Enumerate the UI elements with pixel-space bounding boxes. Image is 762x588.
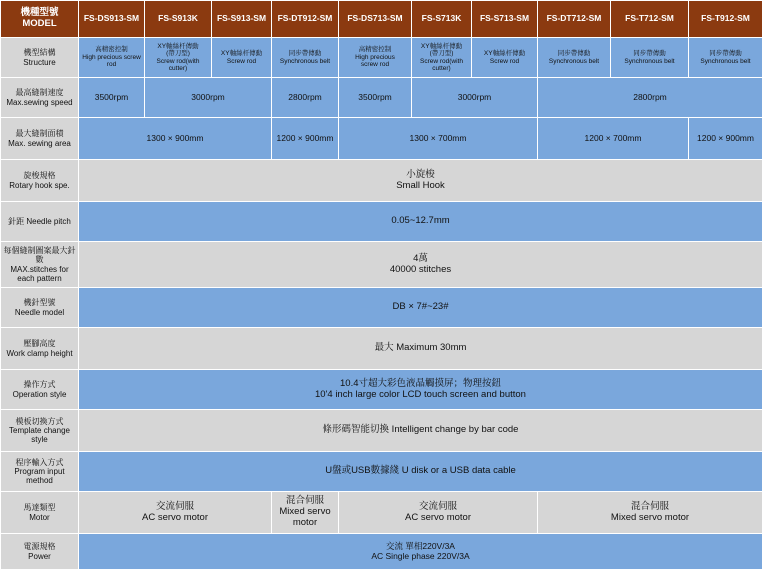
text-line: Screw rod(with cutter) [156, 57, 200, 72]
structure-cell [689, 38, 762, 78]
model-name: FS-T712-SM [611, 1, 689, 38]
row-label-operation [1, 370, 79, 410]
program-value: U盤或USB數據綫 U disk or a USB data cable [79, 452, 762, 492]
row-label-motor [1, 492, 79, 534]
speed-cell: 2800rpm [272, 78, 339, 118]
text-line: (帶刀型) [166, 50, 190, 58]
row-label-stitches [1, 242, 79, 288]
model-name: FS-DS713-SM [339, 1, 412, 38]
text-line: 壓腳高度 [23, 339, 56, 349]
text-line: AC servo motor [405, 511, 471, 523]
text-line: XY軸絲杆傳動 [157, 42, 199, 50]
text-line: Screw rod [489, 57, 520, 65]
structure-cell [538, 38, 611, 78]
area-cell: 1200 × 700mm [538, 118, 689, 160]
clamp-row [1, 328, 762, 370]
text-line: 同步帶傳動 [288, 50, 322, 58]
row-label-power [1, 534, 79, 570]
area-cell: 1200 × 900mm [689, 118, 762, 160]
structure-cell [412, 38, 472, 78]
text-line: Operation style [12, 389, 67, 399]
text-line: Screw rod(with cutter) [420, 57, 463, 72]
structure-row [1, 38, 762, 78]
text-line: Motor [29, 512, 50, 522]
text-line: Max.sewing speed [6, 97, 73, 107]
row-label-area [1, 118, 79, 160]
hook-value [79, 160, 762, 202]
template-row [1, 410, 762, 452]
model-header-label [1, 1, 79, 38]
speed-cell: 3500rpm [339, 78, 412, 118]
text-line: 交流伺服 [418, 500, 457, 512]
text-line: 同步帶傳動 [709, 50, 742, 58]
text-line: Synchronous belt [624, 57, 675, 65]
text-line: Mixed servo motor [279, 506, 331, 528]
motor-row [1, 492, 762, 534]
text-line: Program input method [14, 466, 65, 486]
text-line: Needle model [14, 307, 65, 317]
text-line: 最大縫制面積 [15, 129, 64, 139]
model-name: FS-DT712-SM [538, 1, 611, 38]
motor-cell [272, 492, 339, 534]
area-row [1, 118, 762, 160]
row-label-pitch: 針距 Needle pitch [1, 202, 79, 242]
stitches-value [79, 242, 762, 288]
template-value: 條形碼智能切換 Intelligent change by bar code [79, 410, 762, 452]
area-cell: 1300 × 900mm [79, 118, 272, 160]
text-line: MAX.stitches for each pattern [10, 264, 69, 283]
model-name: FS-DS913-SM [79, 1, 145, 38]
motor-cell [339, 492, 538, 534]
text-line: 高精密控制 [95, 46, 128, 54]
text-line: 小旋梭 [406, 168, 435, 180]
text-line: 10.4寸超大彩色液晶觸摸屏；物理按鈕 [340, 377, 501, 389]
row-label-program [1, 452, 79, 492]
structure-cell [472, 38, 538, 78]
text-line: Synchronous belt [700, 57, 751, 65]
row-label-template [1, 410, 79, 452]
row-label-hook [1, 160, 79, 202]
power-row [1, 534, 762, 570]
model-name: FS-S713K [412, 1, 472, 38]
speed-cell: 3000rpm [412, 78, 538, 118]
model-header-row [1, 1, 762, 38]
text-line: High precious [355, 53, 395, 61]
text-line: 交流伺服 [155, 500, 194, 512]
speed-row [1, 78, 762, 118]
text-line: XY軸絲杆傳動 [483, 50, 526, 58]
text-line: 混合伺服 [285, 495, 324, 507]
text-line: Mixed servo motor [610, 511, 690, 523]
speed-cell: 3000rpm [145, 78, 272, 118]
text-line: Structure [23, 57, 56, 67]
text-line: Small Hook [396, 179, 445, 191]
text-line: 馬達類型 [23, 503, 56, 513]
clamp-value: 最大 Maximum 30mm [79, 328, 762, 370]
power-value [79, 534, 762, 570]
row-label-needle [1, 288, 79, 328]
model-name: FS-S713-SM [472, 1, 538, 38]
text-line: 程序輸入方式 [15, 457, 64, 467]
model-name: FS-S913-SM [212, 1, 272, 38]
structure-cell [611, 38, 689, 78]
pitch-row [1, 202, 762, 242]
text-line: Screw rod [226, 57, 257, 65]
model-name: FS-S913K [145, 1, 212, 38]
text-line: Template change style [9, 425, 70, 445]
stitches-row [1, 242, 762, 288]
text-line: 每個縫制圖案最大針數 [3, 246, 76, 265]
text-line: (帶刀型) [429, 50, 454, 58]
structure-cell [79, 38, 145, 78]
area-cell: 1300 × 700mm [339, 118, 538, 160]
text-line: 最高縫制速度 [15, 88, 64, 98]
structure-cell [272, 38, 339, 78]
text-line: 同步帶傳動 [557, 50, 591, 58]
text-line: MODEL [22, 18, 57, 29]
row-label-structure [1, 38, 79, 78]
text-line: Max. sewing area [8, 138, 71, 148]
text-line: 電源規格 [23, 542, 56, 552]
program-row [1, 452, 762, 492]
needle-value: DB × 7#~23# [79, 288, 762, 328]
model-name: FS-DT912-SM [272, 1, 339, 38]
text-line: 交流 單相220V/3A [386, 540, 455, 551]
operation-row [1, 370, 762, 410]
text-line: Work clamp height [6, 348, 73, 358]
text-line: 操作方式 [23, 380, 56, 390]
speed-cell: 3500rpm [79, 78, 145, 118]
structure-cell [145, 38, 212, 78]
text-line: 機型結構 [23, 48, 56, 58]
motor-cell [538, 492, 762, 534]
motor-cell [79, 492, 272, 534]
text-line: 4萬 [413, 252, 428, 264]
operation-value [79, 370, 762, 410]
text-line: AC Single phase 220V/3A [371, 550, 470, 561]
hook-row [1, 160, 762, 202]
text-line: XY軸絲杆傳動 [420, 42, 463, 50]
area-cell: 1200 × 900mm [272, 118, 339, 160]
text-line: 機針型號 [23, 298, 56, 308]
text-line: Synchronous belt [548, 57, 600, 65]
row-label-speed [1, 78, 79, 118]
text-line: 10'4 inch large color LCD touch screen and button [315, 388, 526, 400]
text-line: 同步帶傳動 [633, 50, 666, 58]
structure-cell [339, 38, 412, 78]
speed-cell: 2800rpm [538, 78, 762, 118]
text-line: 機種型號 [20, 7, 59, 19]
text-line: AC servo motor [142, 511, 208, 523]
text-line: Synchronous belt [279, 57, 331, 65]
structure-cell [212, 38, 272, 78]
text-line: High precious screw rod [82, 53, 141, 69]
text-line: 旋梭規格 [23, 171, 56, 181]
text-line: 高精密控制 [358, 46, 392, 54]
text-line: Power [28, 551, 51, 561]
text-line: 模板切換方式 [15, 416, 64, 426]
text-line: Rotary hook spe. [9, 180, 70, 190]
text-line: XY軸絲杆傳動 [220, 50, 263, 58]
text-line: 40000 stitches [389, 263, 452, 275]
row-label-clamp [1, 328, 79, 370]
text-line: screw rod [360, 61, 390, 69]
pitch-value: 0.05~12.7mm [79, 202, 762, 242]
model-name: FS-T912-SM [689, 1, 762, 38]
text-line: 混合伺服 [630, 500, 669, 512]
needle-row [1, 288, 762, 328]
